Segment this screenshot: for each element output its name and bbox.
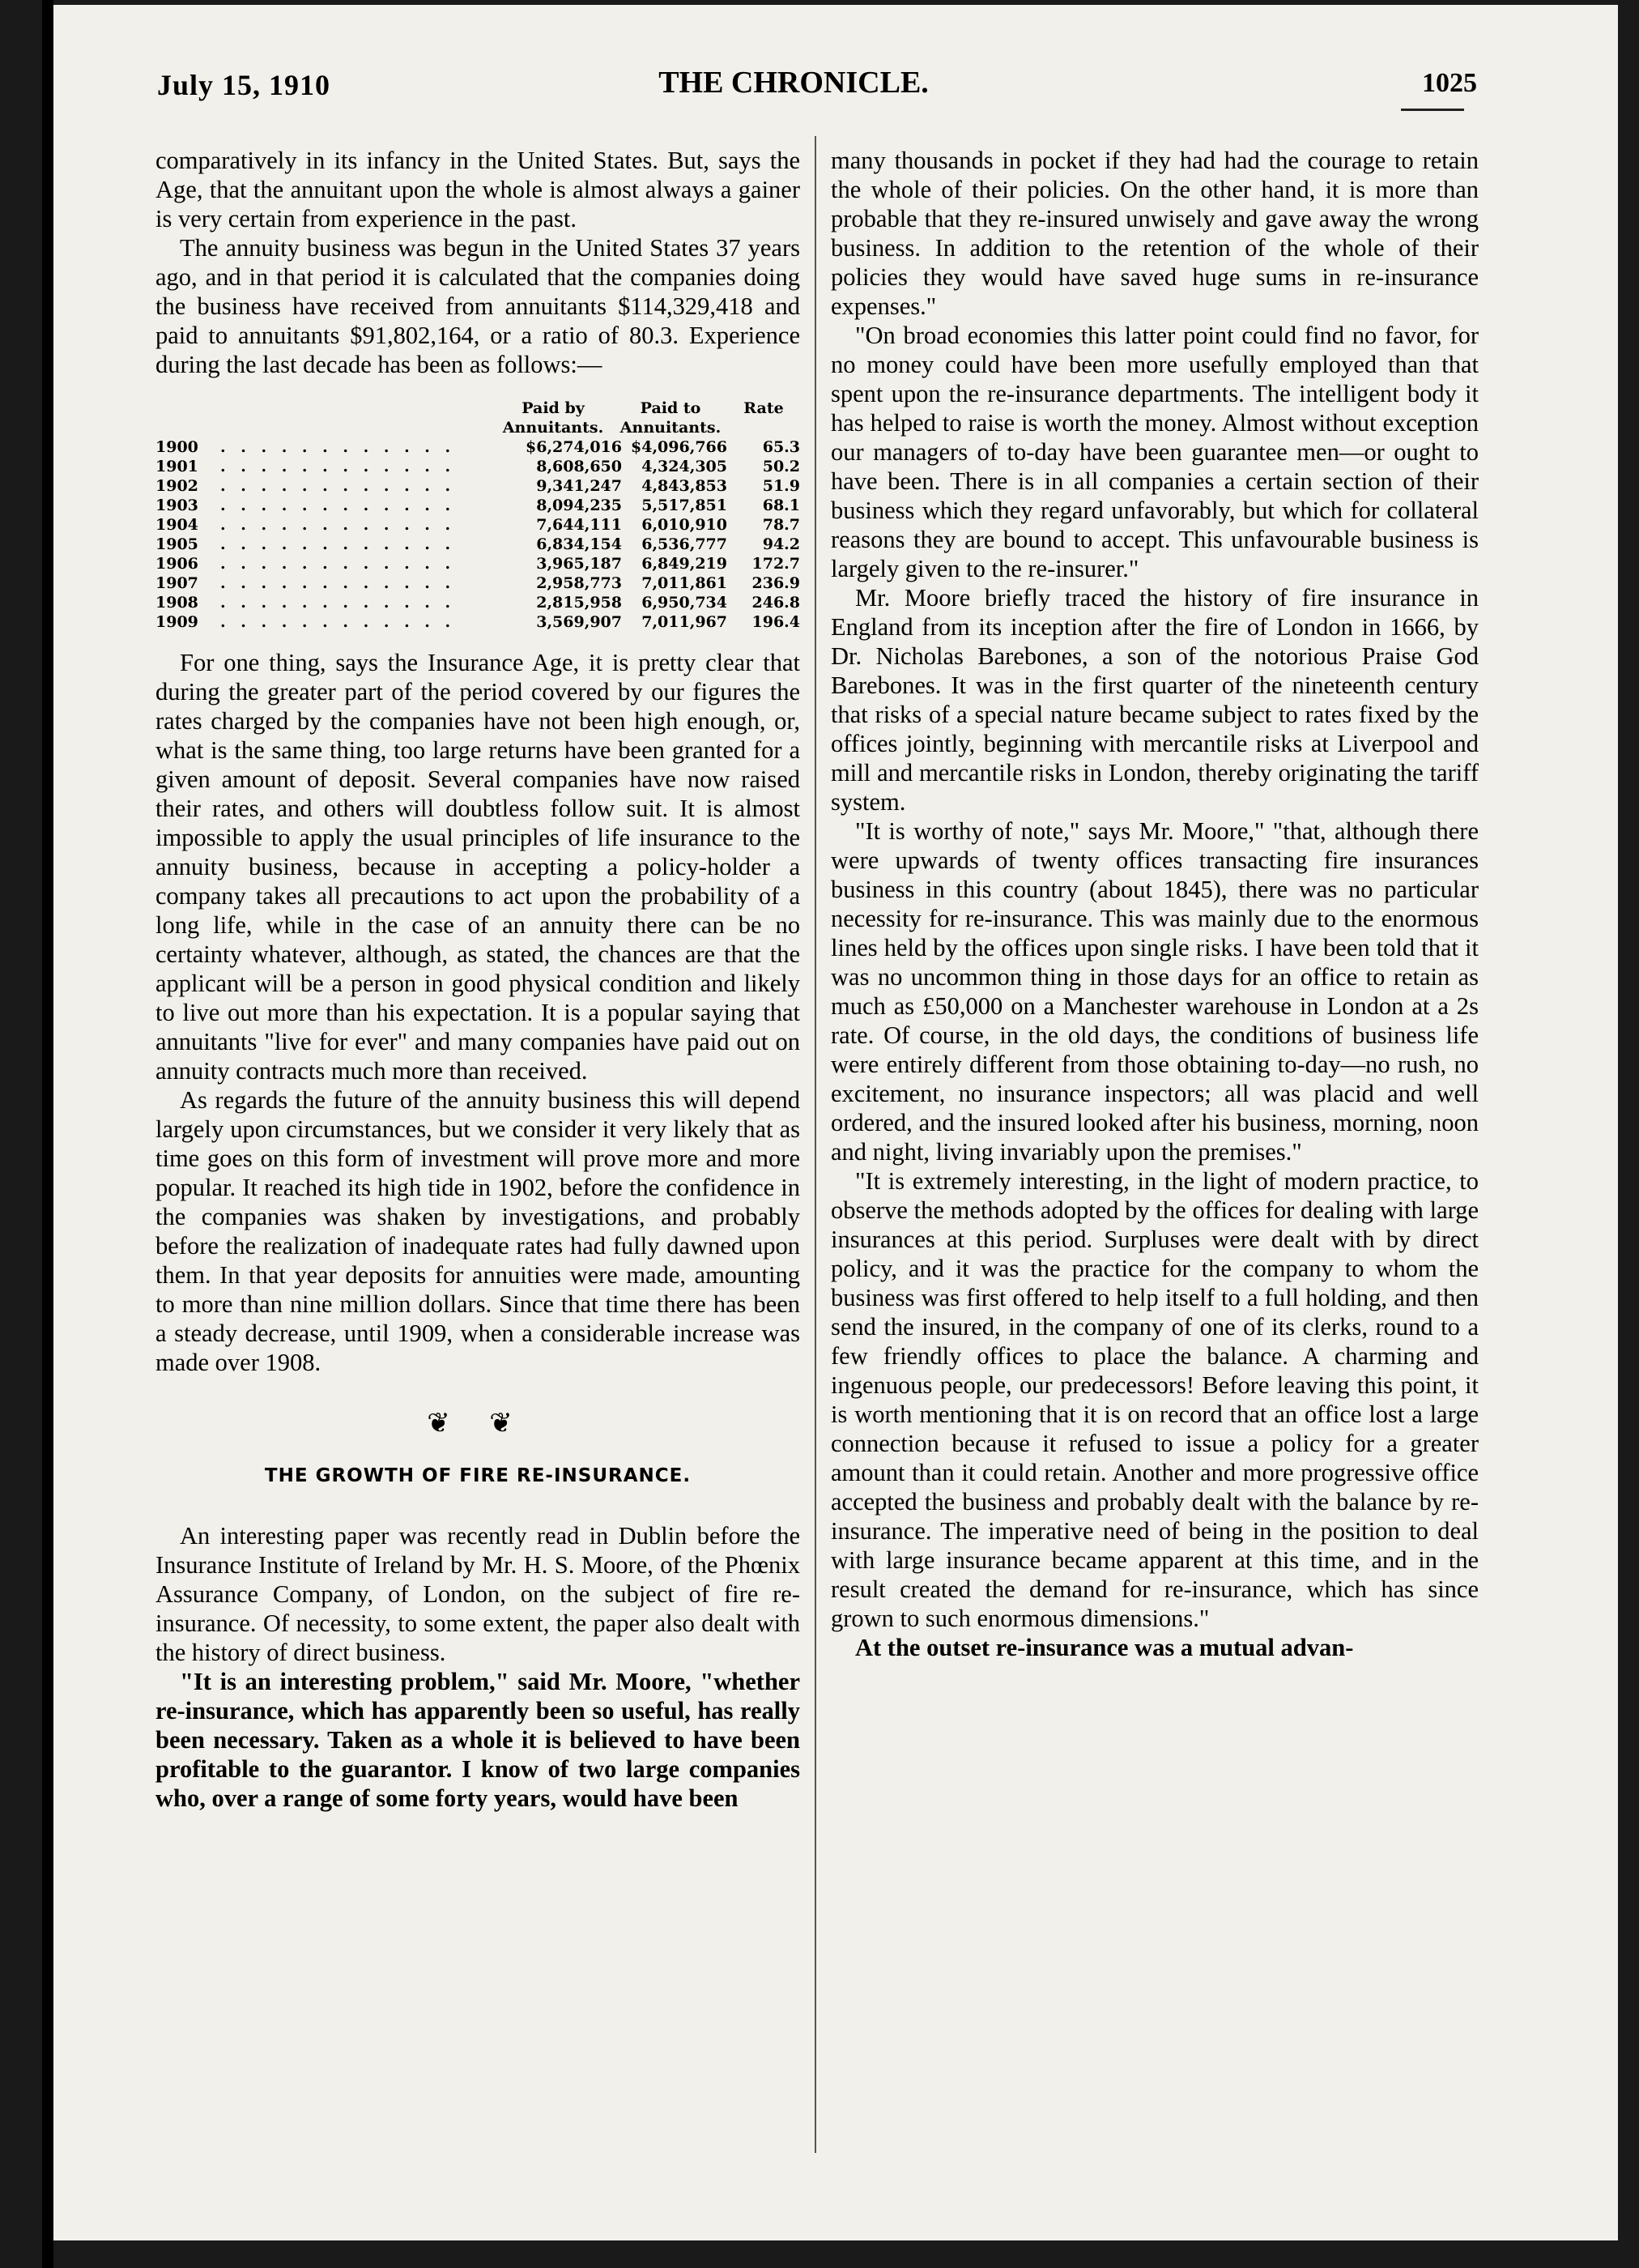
paid-to-cell: 7,011,861 — [641, 574, 727, 592]
rate-cell: 196.4 — [751, 613, 800, 631]
paid-by-cell: 2,815,958 — [536, 594, 622, 612]
table-row — [155, 515, 800, 535]
column-divider — [815, 136, 816, 2153]
header-title: THE CHRONICLE. — [658, 66, 929, 100]
paragraph: The annuity business was begun in the United States 37 years ago, and in that period it is calculated that the companies doing the business have received from annuitants $114,329,418 and paid to annuitants $91,802,164, or a ratio of 80.3. Experience during the last decade has been as follows:— — [155, 234, 800, 378]
year-cell: 1906 — [155, 555, 198, 573]
paragraph: "On broad economies this latter point could find no favor, for no money could have been more usefully employed than that spent upon the re-insurance departments. The intelligent body it has helped to raise is worth the money. Almost without exception our managers of to-day have been guarantee men—or ought to have been. There is in all companies a certain section of their business which they regard unfavorably, but which for collateral reasons they are bound to accept. This unfavourable business is largely given to the re-insurer." — [831, 322, 1479, 582]
rate-cell: 246.8 — [751, 594, 800, 612]
paid-to-cell: 6,536,777 — [641, 535, 727, 553]
page-header — [113, 65, 1477, 105]
col-header-paid-to: Paid to Annuitants. — [619, 399, 722, 437]
year-cell: 1902 — [155, 477, 198, 495]
paid-by-cell: 6,834,154 — [536, 535, 622, 553]
right-column — [831, 146, 1479, 1662]
left-column — [155, 146, 800, 1813]
rate-cell: 50.2 — [762, 458, 800, 475]
table-row — [155, 496, 800, 515]
year-cell: 1908 — [155, 594, 198, 612]
ornament: ❦ ❦ — [427, 1409, 529, 1439]
paragraph: comparatively in its infancy in the United States. But, says the Age, that the annuitant upon the whole is almost always a gainer is very certain from experience in the past. — [155, 147, 800, 232]
paragraph: "It is worthy of note," says Mr. Moore," "that, although there were upwards of twenty offices transacting fire insurances business in this country (about 1845), there was no particular necessity for re-insurance. This was mainly due to the enormous lines held by the offices upon single risks. I have been told that it was no uncommon thing in those days for an office to retain as much as £50,000 on a Manchester warehouse in London at a 2s rate. Of course, in the old days, the conditions of business life were entirely different from those obtaining to-day—no rush, no excitement, no insurance inspectors; all was placid and well ordered, and the insured looked after his business, morning, noon and night, living invariably upon the premises." — [831, 817, 1479, 1166]
paid-by-cell: $6,274,016 — [526, 438, 622, 456]
leader-dots: . . . . . . . . . . . . — [220, 574, 456, 592]
leader-dots: . . . . . . . . . . . . — [220, 516, 456, 534]
leader-dots: . . . . . . . . . . . . — [220, 613, 456, 631]
header-rule — [1401, 109, 1464, 111]
rate-cell: 236.9 — [751, 574, 800, 592]
table-body — [155, 437, 800, 632]
col-header-rate: Rate — [743, 399, 784, 417]
rate-cell: 68.1 — [762, 497, 800, 514]
leader-dots: . . . . . . . . . . . . — [220, 458, 456, 475]
scan-border — [42, 0, 53, 2268]
leader-dots: . . . . . . . . . . . . — [220, 555, 456, 573]
table-row — [155, 437, 800, 457]
leader-dots: . . . . . . . . . . . . — [220, 477, 456, 495]
annuity-table — [155, 399, 800, 632]
paid-to-cell: $4,096,766 — [631, 438, 727, 456]
leader-dots: . . . . . . . . . . . . — [220, 438, 456, 456]
table-row — [155, 612, 800, 632]
leader-dots: . . . . . . . . . . . . — [220, 535, 456, 553]
paid-by-cell: 3,965,187 — [536, 555, 622, 573]
year-cell: 1903 — [155, 497, 198, 514]
rate-cell: 51.9 — [762, 477, 800, 495]
paid-by-cell: 9,341,247 — [536, 477, 622, 495]
year-cell: 1901 — [155, 458, 198, 475]
year-cell: 1907 — [155, 574, 198, 592]
paragraph: Mr. Moore briefly traced the history of fire insurance in England from its inception after the fire of London in 1666, by Dr. Nicholas Barebones, a son of the notorious Praise God Barebones. It was in the first quarter of the nineteenth century that risks of a special nature became subject to rates fixed by the offices jointly, beginning with mercantile risks at Liverpool and mill and mercantile risks in London, thereby originating the tariff system. — [831, 584, 1479, 816]
section-heading: THE GROWTH OF FIRE RE-INSURANCE. — [264, 1465, 692, 1486]
table-row — [155, 593, 800, 612]
paid-by-cell: 8,094,235 — [536, 497, 622, 514]
year-cell: 1900 — [155, 438, 198, 456]
paragraph: As regards the future of the annuity business this will depend largely upon circumstances, but we consider it very likely that as time goes on this form of investment will prove more and more popular. It reached its high tide in 1902, before the confidence in the companies was shaken by investigations, and probably before the realization of inadequate rates had fully dawned upon them. In that year deposits for annuities were made, amounting to more than nine million dollars. Since that time there has been a steady decrease, until 1909, when a considerable increase was made over 1908. — [155, 1086, 800, 1376]
rate-cell: 172.7 — [751, 555, 800, 573]
col-header-paid-by: Paid by Annuitants. — [502, 399, 604, 437]
paragraph: many thousands in pocket if they had had the courage to retain the whole of their policies. On the other hand, it is more than probable that they re-insured unwisely and gave away the wrong business. In addition to the retention of the whole of their policies they would have saved huge sums in re-insurance expenses." — [831, 147, 1479, 320]
paid-to-cell: 6,849,219 — [641, 555, 727, 573]
year-cell: 1909 — [155, 613, 198, 631]
paragraph: An interesting paper was recently read in Dublin before the Insurance Institute of Ireland by Mr. H. S. Moore, of the Phœnix Assurance Company, of London, on the subject of fire re-insurance. Of necessity, to some extent, the paper also dealt with the history of direct business. — [155, 1522, 800, 1666]
rate-cell: 78.7 — [762, 516, 800, 534]
paragraph: At the outset re-insurance was a mutual advan- — [855, 1634, 1354, 1661]
paid-to-cell: 5,517,851 — [641, 497, 727, 514]
paid-by-cell: 2,958,773 — [536, 574, 622, 592]
paid-to-cell: 6,010,910 — [641, 516, 727, 534]
paid-by-cell: 3,569,907 — [536, 613, 622, 631]
leader-dots: . . . . . . . . . . . . — [220, 497, 456, 514]
year-cell: 1905 — [155, 535, 198, 553]
paid-to-cell: 4,843,853 — [641, 477, 727, 495]
table-row — [155, 554, 800, 573]
paid-by-cell: 8,608,650 — [536, 458, 622, 475]
table-header — [155, 399, 800, 437]
paragraph: "It is an interesting problem," said Mr. Moore, "whether re-insurance, which has apparently been so useful, has really been necessary. Taken as a whole it is believed to have been profitable to the guarantor. I know of two large companies who, over a range of some forty years, would have been — [155, 1668, 800, 1812]
paid-to-cell: 4,324,305 — [641, 458, 727, 475]
paid-by-cell: 7,644,111 — [536, 516, 622, 534]
rate-cell: 65.3 — [762, 438, 800, 456]
table-row — [155, 535, 800, 554]
year-cell: 1904 — [155, 516, 198, 534]
leader-dots: . . . . . . . . . . . . — [220, 594, 456, 612]
paid-to-cell: 6,950,734 — [641, 594, 727, 612]
header-date: July 15, 1910 — [157, 69, 331, 101]
table-row — [155, 573, 800, 593]
paid-to-cell: 7,011,967 — [641, 613, 727, 631]
table-row — [155, 476, 800, 496]
header-page-number: 1025 — [1422, 68, 1477, 98]
paragraph: For one thing, says the Insurance Age, it is pretty clear that during the greater part of the period covered by our figures the rates charged by the companies have not been high enough, or, what is the same thing, too large returns have been granted for a given amount of deposit. Several companies have now raised their rates, and others will doubtless follow suit. It is almost impossible to apply the usual principles of life insurance to the annuity business, because in accepting a policy-holder a company takes all precautions to act upon the probability of a long life, while in the case of an annuity there can be no certainty whatever, although, as stated, the chances are that the applicant will be a person in good physical condition and likely to live out more than his expectation. It is a popular saying that annuitants "live for ever" and many companies have paid out on annuity contracts much more than received. — [155, 649, 800, 1085]
rate-cell: 94.2 — [762, 535, 800, 553]
table-row — [155, 457, 800, 476]
paragraph: "It is extremely interesting, in the light of modern practice, to observe the methods adopted by the offices for dealing with large insurances at this period. Surpluses were dealt with by direct policy, and it was the practice for the company to whom the business was first offered to help itself to a full holding, and then send the insured, in the company of one of its clerks, round to a few friendly offices to place the balance. A charming and ingenuous people, our predecessors! Before leaving this point, it is worth mentioning that it is on record that an office lost a large connection because it refused to issue a policy for a greater amount than it could retain. Another and more progressive office accepted the business and probably dealt with the balance by re-insurance. The imperative need of being in the position to deal with large insurance became apparent at this time, and in the result created the demand for re-insurance, which has since grown to such enormous dimensions." — [831, 1167, 1479, 1632]
